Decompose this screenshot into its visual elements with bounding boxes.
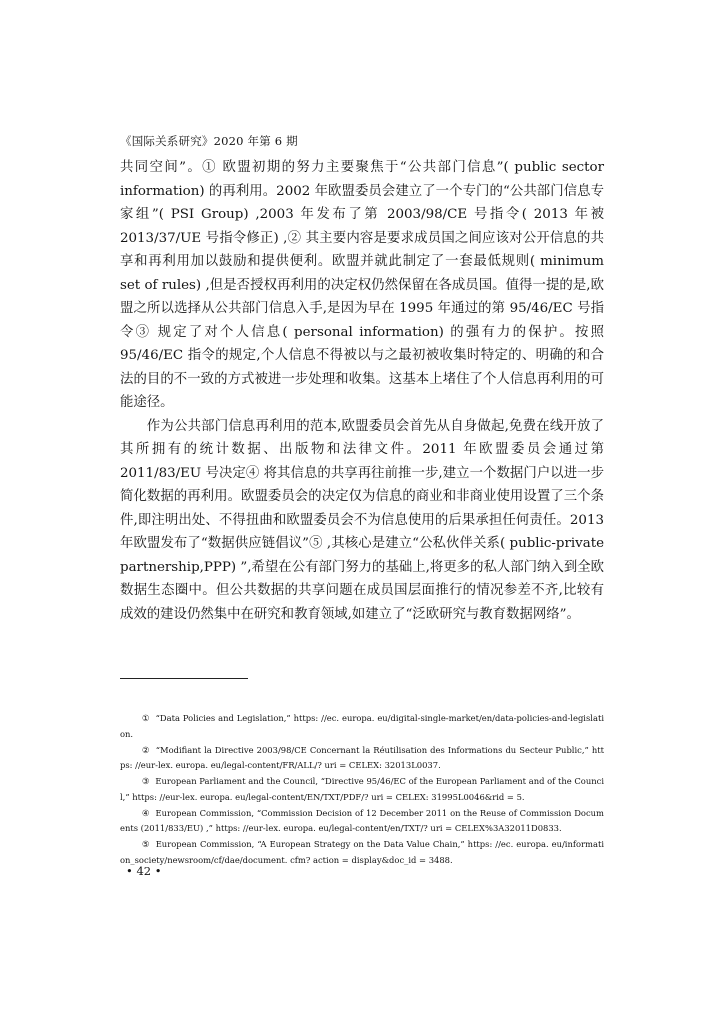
paragraph-2: 作为公共部门信息再利用的范本,欧盟委员会首先从自身做起,免费在线开放了其所拥有的统计数据、出版物和法律文件。2011 年欧盟委员会通过第 2011/83/EU 号决定④ 将其信息的共享再往前推一步,建立一个数据门户以进一步简化数据的再利用。欧盟委员会的决定仅为信息的商业和非商业使用设置了三个条件,即注明出处、不得扭曲和欧盟委员会不为信息使用的后果承担任何责任。2013 年欧盟发布了“数据供应链倡议”⑤ ,其核心是建立“公私伙伴关系( public-private partnership,PPP) ”,希望在公有部门努力的基础上,将更多的私人部门纳入到全欧数据生态圈中。但公共数据的共享问题在成员国层面推行的情况参差不齐,比较有成效的建设仍然集中在研究和教育领域,如建立了“泛欧研究与教育数据网络”。 bbox=[120, 418, 604, 622]
footnote-text: European Commission, “A European Strategy on the Data Value Chain,” https: //ec. europa. eu/information_society/newsroom/cf/dae/document. cfm? action = display&doc_id = 3488. bbox=[120, 839, 605, 865]
footnote-text: “Data Policies and Legislation,” https: //ec. europa. eu/digital-single-market/en/data-policies-and-legislation. bbox=[120, 713, 604, 739]
footnote-4 bbox=[120, 806, 604, 837]
page-number: • 42 • bbox=[126, 864, 162, 878]
footnote-separator bbox=[120, 678, 248, 679]
body-text bbox=[120, 156, 604, 626]
footnote-marker: ⑤ bbox=[141, 839, 150, 850]
footnote-text: “Modifiant la Directive 2003/98/CE Concernant la Réutilisation des Informations du Secteur Public,” https: //eur-lex. europa. eu/legal-content/FR/ALL/? uri = CELEX: 32013L0037. bbox=[120, 744, 604, 771]
footnote-marker: ① bbox=[141, 713, 150, 723]
paragraph-1: 共同空间”。① 欧盟初期的努力主要聚焦于“公共部门信息”( public sector information) 的再利用。2002 年欧盟委员会建立了一个专门的“公共部门信息专家组”( PSI Group) ,2003 年发布了第 2003/98/CE 号指令( 2013 年被 2013/37/UE 号指令修正) ,② 其主要内容是要求成员国之间应该对公开信息的共享和再利用加以鼓励和提供便利。欧盟并就此制定了一套最低规则( minimum set of rules) ,但是否授权再利用的决定权仍然保留在各成员国。值得一提的是,欧盟之所以选择从公共部门信息入手,是因为早在 1995 年通过的第 95/46/EC 号指令③ 规定了对个人信息( personal information) 的强有力的保护。按照 95/46/EC 指令的规定,个人信息不得被以与之最初被收集时特定的、明确的和合法的目的不一致的方式被进一步处理和收集。这基本上堵住了个人信息再利用的可能途径。 bbox=[120, 160, 604, 410]
footnote-1 bbox=[120, 711, 604, 742]
footnote-text: European Commission, “Commission Decision of 12 December 2011 on the Reuse of Commission Documents (2011/833/EU) ,” https: //eur-lex. europa. eu/legal-content/en/TXT/? uri = CELEX%3A32011D0833. bbox=[120, 807, 605, 834]
footnote-2 bbox=[120, 743, 604, 774]
footnote-5 bbox=[120, 837, 604, 868]
footnote-marker: ② bbox=[141, 744, 150, 755]
footnote-text: European Parliament and the Council, “Directive 95/46/EC of the European Parliament and of the Council,” https: //eur-lex. europa. eu/legal-content/EN/TXT/PDF/? uri = CELEX: 31995L0046&rid = 5. bbox=[120, 776, 604, 802]
running-header: 《国际关系研究》2020 年第 6 期 bbox=[120, 134, 298, 148]
footnotes bbox=[120, 711, 604, 869]
footnote-marker: ③ bbox=[141, 776, 150, 787]
footnote-3 bbox=[120, 774, 604, 805]
footnote-marker: ④ bbox=[141, 807, 150, 818]
